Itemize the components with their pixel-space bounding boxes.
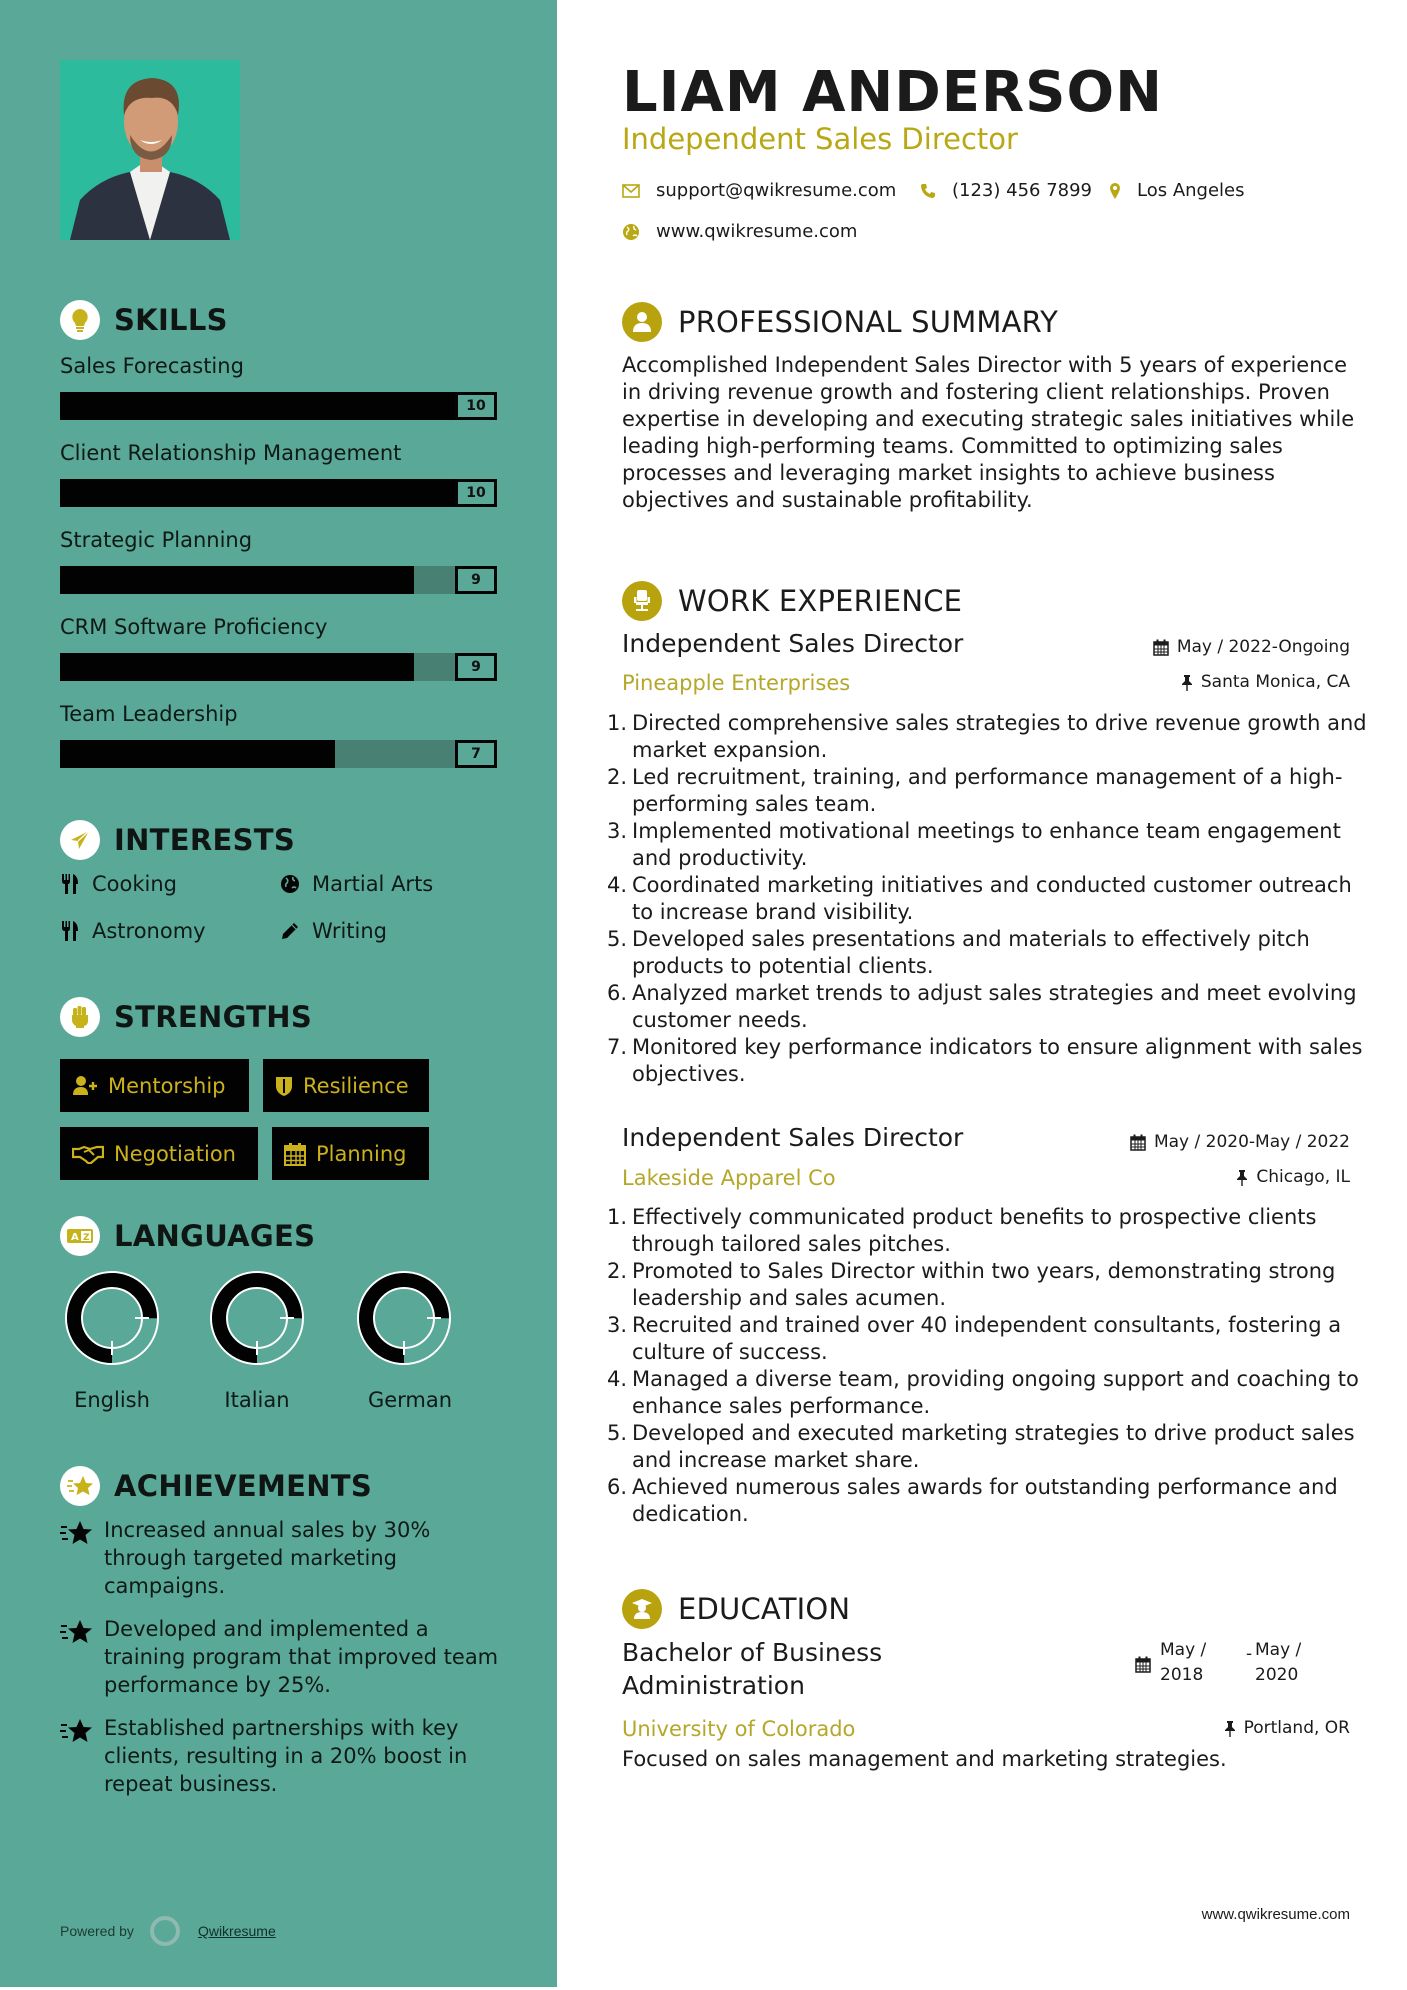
star-icon (60, 1466, 100, 1506)
responsibility-item: 6. Achieved numerous sales awards for outstanding performance and dedication. (607, 1475, 1338, 1526)
achievement-item (60, 1714, 500, 1798)
phone-icon (920, 183, 936, 199)
strengths-heading (60, 997, 312, 1037)
language-label: Italian (224, 1388, 290, 1412)
job-location-text: Chicago, IL (1256, 1167, 1350, 1187)
sidebar (0, 0, 557, 1987)
skill-bar (60, 740, 497, 768)
contact-phone (920, 180, 1092, 201)
graduate-icon (622, 1589, 662, 1629)
star-icon (60, 1618, 92, 1644)
person-photo-icon (60, 60, 240, 240)
responsibility-item: 2. Promoted to Sales Director within two years, demonstrating strong leadership and sales acumen. (607, 1259, 1336, 1310)
languages-title: LANGUAGES (114, 1219, 316, 1253)
job-dates (1153, 637, 1350, 657)
skill-fill (60, 392, 497, 420)
languages-heading (60, 1216, 315, 1256)
star-icon (60, 1519, 92, 1545)
responsibility-item: 4. Managed a diverse team, providing ongoing support and coaching to enhance sales performance. (607, 1367, 1359, 1418)
candidate-title: Independent Sales Director (622, 122, 1018, 156)
pushpin-icon (1181, 674, 1193, 691)
achievement-item (60, 1516, 500, 1600)
map-pin-icon (1109, 182, 1121, 200)
skill-score: 7 (455, 740, 497, 768)
job-location-text: Santa Monica, CA (1200, 672, 1350, 692)
phone-text: (123) 456 7899 (952, 180, 1093, 201)
responsibility-item: 2. Led recruitment, training, and performance management of a high-performing sales team. (607, 765, 1343, 816)
summary-text: Accomplished Independent Sales Director with 5 years of experience in driving revenue growth and fostering client relationships. Proven expertise in developing and executing strategic sales initiatives while leading high-performing teams. Committed to optimizing sales processes and leveraging market insights to achieve business objectives and sustainable profitability. (622, 353, 1355, 512)
skill-fill (60, 740, 335, 768)
job-responsibilities (607, 1204, 1367, 1528)
strength-label: Planning (316, 1141, 407, 1166)
edu-location (1224, 1718, 1350, 1738)
contact-location (1109, 180, 1245, 201)
experience-title: WORK EXPERIENCE (678, 584, 963, 618)
degree-line-1: Bachelor of Business (622, 1638, 883, 1667)
responsibility-item: 4. Coordinated marketing initiatives and conducted customer outreach to increase brand visibility. (607, 873, 1352, 924)
responsibility-item: 3. Recruited and trained over 40 independent consultants, fostering a culture of success. (607, 1313, 1342, 1364)
responsibility-item: 1. Directed comprehensive sales strategies to drive revenue growth and market expansion. (607, 711, 1367, 762)
interest-label: Writing (312, 919, 387, 943)
job-dates-text: May / 2022-Ongoing (1176, 637, 1350, 657)
contact-email (622, 180, 896, 201)
user-plus-icon (72, 1075, 98, 1097)
responsibility-item: 5. Developed and executed marketing strategies to drive product sales and increase market share. (607, 1421, 1355, 1472)
shield-icon (275, 1075, 293, 1097)
job-responsibilities (607, 710, 1367, 1088)
language-donut-german (356, 1270, 452, 1366)
fist-icon (60, 997, 100, 1037)
skill-label: Team Leadership (60, 702, 238, 726)
star-icon (60, 1717, 92, 1743)
skill-score: 9 (455, 566, 497, 594)
strength-pill (60, 1127, 258, 1180)
skill-score: 9 (455, 653, 497, 681)
job-company: Pineapple Enterprises (622, 671, 851, 695)
profile-photo (60, 60, 240, 240)
edu-date-separator: - (1246, 1644, 1253, 1664)
utensils-icon (60, 873, 80, 895)
interest-label: Astronomy (92, 919, 206, 943)
summary-title: PROFESSIONAL SUMMARY (678, 305, 1059, 339)
job-dates (1130, 1132, 1350, 1152)
interest-item (280, 919, 387, 943)
strength-pill (60, 1059, 249, 1112)
qwikresume-logo-icon (150, 1916, 180, 1946)
pushpin-icon (1236, 1169, 1248, 1186)
interests-title: INTERESTS (114, 823, 296, 857)
skills-heading (60, 300, 228, 340)
user-icon (622, 302, 662, 342)
interest-item (60, 919, 206, 943)
job-role: Independent Sales Director (622, 1123, 964, 1152)
strengths-title: STRENGTHS (114, 1000, 313, 1034)
globe-icon (280, 874, 300, 894)
experience-heading (622, 581, 962, 621)
responsibility-item: 6. Analyzed market trends to adjust sales strategies and meet evolving customer needs. (607, 981, 1357, 1032)
interest-label: Martial Arts (312, 872, 434, 896)
skill-score: 10 (455, 479, 497, 507)
achievements-title: ACHIEVEMENTS (114, 1469, 373, 1503)
interest-label: Cooking (92, 872, 177, 896)
skill-label: Sales Forecasting (60, 354, 244, 378)
responsibility-item: 3. Implemented motivational meetings to enhance team engagement and productivity. (607, 819, 1341, 870)
achievement-text: Established partnerships with key clients, resulting in a 20% boost in repeat business. (104, 1716, 468, 1796)
main-column (557, 0, 1407, 1990)
calendar-icon (1130, 1134, 1146, 1151)
footer-website-link[interactable]: www.qwikresume.com (1201, 1906, 1350, 1923)
pushpin-icon (1224, 1720, 1236, 1737)
skill-bar (60, 566, 497, 594)
strength-label: Negotiation (114, 1141, 236, 1166)
job-location (1181, 672, 1350, 692)
edu-end-date: May / 2020 (1255, 1640, 1302, 1685)
skill-bar (60, 392, 497, 420)
envelope-icon (622, 184, 640, 198)
language-donut-english (64, 1270, 160, 1366)
job-location (1236, 1167, 1350, 1187)
skill-bar (60, 653, 497, 681)
svg-text:Z: Z (83, 1233, 90, 1243)
job-company: Lakeside Apparel Co (622, 1166, 836, 1190)
skill-fill (60, 479, 497, 507)
school-name: University of Colorado (622, 1717, 856, 1741)
calendar-icon (284, 1142, 306, 1166)
email-text[interactable]: support@qwikresume.com (656, 180, 897, 201)
globe-icon (622, 223, 640, 241)
responsibility-item: 7. Monitored key performance indicators to ensure alignment with sales objectives. (607, 1035, 1363, 1086)
education-heading (622, 1589, 850, 1629)
degree (622, 1636, 882, 1702)
strength-label: Mentorship (108, 1073, 226, 1098)
lightbulb-icon (60, 300, 100, 340)
responsibility-item: 1. Effectively communicated product benefits to prospective clients through tailored sales pitches. (607, 1205, 1317, 1256)
translate-icon (60, 1216, 100, 1256)
strength-pill (263, 1059, 429, 1112)
language-label: English (74, 1388, 150, 1412)
job-dates-text: May / 2020-May / 2022 (1153, 1132, 1350, 1152)
achievement-item (60, 1615, 500, 1699)
calendar-icon (1153, 639, 1169, 656)
powered-by (60, 1916, 276, 1946)
education-title: EDUCATION (678, 1592, 851, 1626)
interest-item (280, 872, 433, 896)
edu-location-text: Portland, OR (1243, 1718, 1350, 1738)
language-donut-italian (209, 1270, 305, 1366)
edu-description: Focused on sales management and marketing strategies. (622, 1747, 1227, 1771)
skill-label: CRM Software Proficiency (60, 615, 328, 639)
responsibility-item: 5. Developed sales presentations and materials to effectively pitch products to potential clients. (607, 927, 1310, 978)
candidate-name: LIAM ANDERSON (622, 60, 1163, 125)
paper-plane-icon (60, 820, 100, 860)
summary-heading (622, 302, 1058, 342)
utensils-icon (60, 920, 80, 942)
qwikresume-link[interactable]: Qwikresume (197, 1923, 276, 1939)
office-chair-icon (622, 581, 662, 621)
powered-by-label: Powered by (60, 1923, 134, 1939)
svg-text:A: A (71, 1232, 79, 1243)
edu-start-date: May / 2018 (1160, 1640, 1207, 1685)
skills-title: SKILLS (114, 303, 228, 337)
location-text: Los Angeles (1137, 180, 1245, 201)
pencil-icon (280, 921, 300, 941)
skill-label: Strategic Planning (60, 528, 253, 552)
degree-line-2: Administration (622, 1671, 805, 1700)
strength-pill (272, 1127, 429, 1180)
interests-heading (60, 820, 295, 860)
calendar-icon (1135, 1656, 1151, 1673)
job-role: Independent Sales Director (622, 629, 964, 658)
skill-bar (60, 479, 497, 507)
website-text[interactable]: www.qwikresume.com (656, 221, 858, 242)
skill-fill (60, 653, 414, 681)
achievements-heading (60, 1466, 372, 1506)
achievement-text: Increased annual sales by 30% through targeted marketing campaigns. (104, 1518, 431, 1598)
skill-score: 10 (455, 392, 497, 420)
skill-fill (60, 566, 414, 594)
contact-website (622, 221, 857, 242)
achievement-text: Developed and implemented a training program that improved team performance by 25%. (104, 1617, 499, 1697)
interest-item (60, 872, 177, 896)
skill-label: Client Relationship Management (60, 441, 402, 465)
language-label: German (367, 1388, 453, 1412)
strength-label: Resilience (303, 1073, 409, 1098)
handshake-icon (72, 1144, 104, 1164)
